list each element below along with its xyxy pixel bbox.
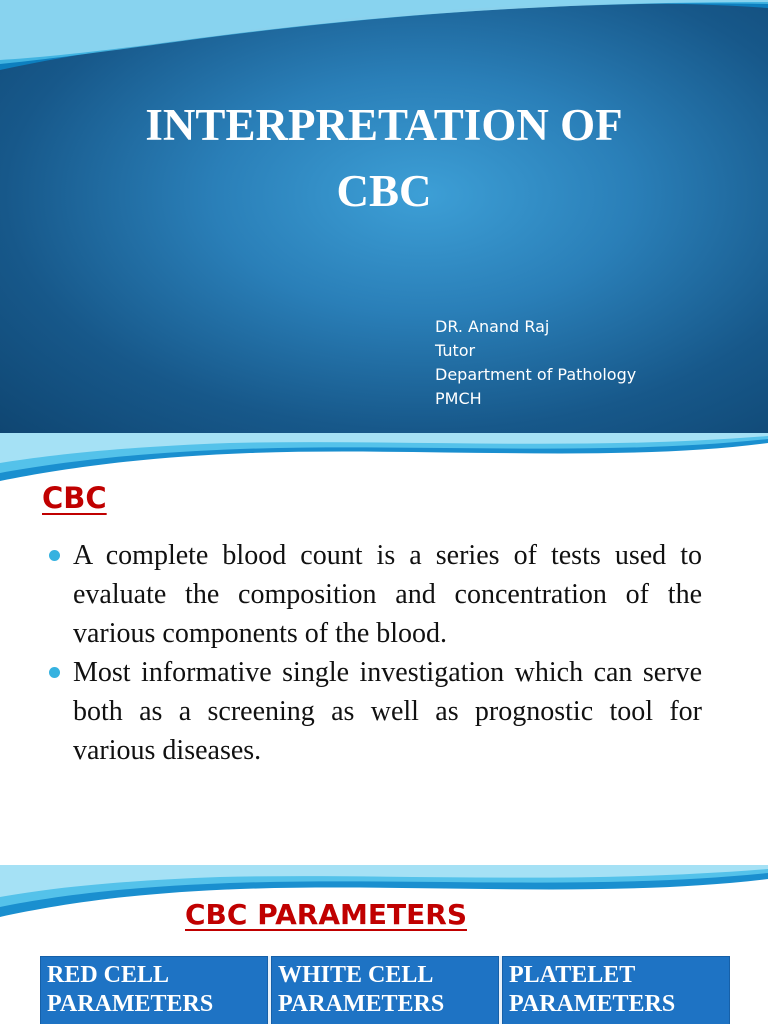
bullet-list (42, 536, 702, 770)
table-header-cell: PLATELET PARAMETERS (502, 956, 730, 1024)
title-slide (0, 0, 768, 433)
title-line-2: CBC (336, 166, 432, 216)
bullet-text: A complete blood count is a series of tests used to evaluate the composition and concentration of the various components of the blood. (73, 540, 702, 649)
bullet-dot-icon (49, 550, 60, 561)
author-role: Tutor (435, 341, 476, 360)
table-header-cell: RED CELL PARAMETERS (40, 956, 268, 1024)
cbc-slide (0, 433, 768, 865)
bullet-dot-icon (49, 667, 60, 678)
author-department: Department of Pathology (435, 365, 637, 384)
author-name: DR. Anand Raj (435, 317, 550, 336)
author-block (435, 315, 636, 411)
presentation-title (0, 92, 768, 224)
title-line-1: INTERPRETATION OF (145, 100, 623, 150)
decorative-wave-mid (0, 433, 768, 493)
table-header-cell: WHITE CELL PARAMETERS (271, 956, 499, 1024)
decorative-wave-top (0, 0, 768, 80)
list-item (42, 536, 702, 653)
author-institution: PMCH (435, 389, 482, 408)
list-item (42, 653, 702, 770)
parameters-table (40, 956, 730, 1024)
parameters-heading: CBC PARAMETERS (185, 898, 467, 931)
bullet-text: Most informative single investigation which can serve both as a screening as well as prognostic tool for various diseases. (73, 657, 702, 766)
parameters-slide (0, 865, 768, 1024)
cbc-heading: CBC (42, 481, 107, 515)
